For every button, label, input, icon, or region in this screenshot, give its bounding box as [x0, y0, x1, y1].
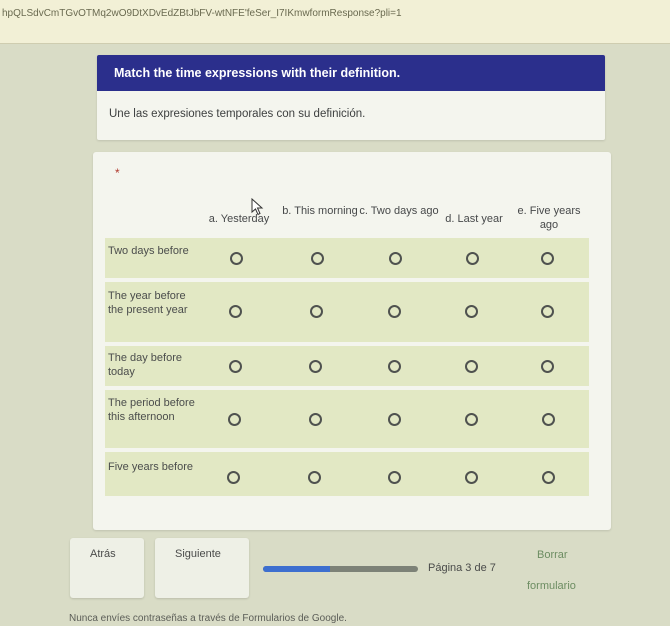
- grid-row: [105, 390, 589, 448]
- radio-row4-yesterday[interactable]: [228, 413, 241, 426]
- radio-row3-five-years-ago[interactable]: [541, 360, 554, 373]
- grid-row: [105, 238, 589, 278]
- page-indicator: Página 3 de 7: [428, 562, 496, 574]
- radio-row1-two-days-ago[interactable]: [389, 252, 402, 265]
- radio-row1-five-years-ago[interactable]: [541, 252, 554, 265]
- radio-row3-last-year[interactable]: [465, 360, 478, 373]
- required-marker: *: [115, 166, 120, 180]
- back-button-label: Atrás: [90, 548, 116, 560]
- radio-row3-two-days-ago[interactable]: [388, 360, 401, 373]
- grid-row: [105, 452, 589, 496]
- clear-form-link[interactable]: Borrar: [537, 549, 568, 561]
- radio-row2-this-morning[interactable]: [310, 305, 323, 318]
- radio-row2-yesterday[interactable]: [229, 305, 242, 318]
- clear-form-link-line2[interactable]: formulario: [527, 580, 576, 592]
- radio-row2-last-year[interactable]: [465, 305, 478, 318]
- column-header-last-year: d. Last year: [445, 213, 503, 225]
- radio-row1-yesterday[interactable]: [230, 252, 243, 265]
- column-header-this-morning: b. This morning: [282, 205, 358, 217]
- progress-fill: [263, 566, 330, 572]
- column-header-two-days-ago: c. Two days ago: [359, 205, 439, 217]
- mouse-cursor-icon: [251, 198, 265, 216]
- radio-row2-five-years-ago[interactable]: [541, 305, 554, 318]
- row-label: The year before the present year: [108, 290, 188, 316]
- column-header-five-years-ago: e. Five years ago: [517, 205, 581, 231]
- password-warning: Nunca envíes contraseñas a través de Formularios de Google.: [69, 613, 347, 624]
- progress-bar: [263, 566, 418, 572]
- grid-question-card: [93, 152, 611, 530]
- form-header-card: [97, 55, 605, 140]
- radio-row4-five-years-ago[interactable]: [542, 413, 555, 426]
- url-text: hpQLSdvCmTGvOTMq2wO9DtXDvEdZBtJbFV-wtNFE'feSer_I7IKmwformResponse?pli=1: [2, 8, 402, 19]
- radio-row2-two-days-ago[interactable]: [388, 305, 401, 318]
- radio-row4-this-morning[interactable]: [309, 413, 322, 426]
- next-button[interactable]: [155, 538, 249, 598]
- grid-row: [105, 282, 589, 342]
- radio-row5-last-year[interactable]: [465, 471, 478, 484]
- radio-row4-last-year[interactable]: [465, 413, 478, 426]
- radio-row1-this-morning[interactable]: [311, 252, 324, 265]
- grid-row: [105, 346, 589, 386]
- radio-row5-five-years-ago[interactable]: [542, 471, 555, 484]
- radio-row3-this-morning[interactable]: [309, 360, 322, 373]
- column-header-yesterday: a. Yesterday: [208, 213, 270, 225]
- radio-row5-this-morning[interactable]: [308, 471, 321, 484]
- row-label: The period before this afternoon: [108, 397, 195, 423]
- next-button-label: Siguiente: [175, 548, 221, 560]
- row-label: Two days before: [108, 245, 189, 257]
- radio-row5-two-days-ago[interactable]: [388, 471, 401, 484]
- form-description: Une las expresiones temporales con su definición.: [109, 108, 366, 120]
- radio-row5-yesterday[interactable]: [227, 471, 240, 484]
- form-title: Match the time expressions with their definition.: [97, 55, 605, 91]
- radio-row4-two-days-ago[interactable]: [388, 413, 401, 426]
- row-label: The day before today: [108, 352, 182, 378]
- address-bar[interactable]: [0, 0, 670, 44]
- back-button[interactable]: [70, 538, 144, 598]
- radio-row3-yesterday[interactable]: [229, 360, 242, 373]
- radio-row1-last-year[interactable]: [466, 252, 479, 265]
- row-label: Five years before: [108, 461, 193, 473]
